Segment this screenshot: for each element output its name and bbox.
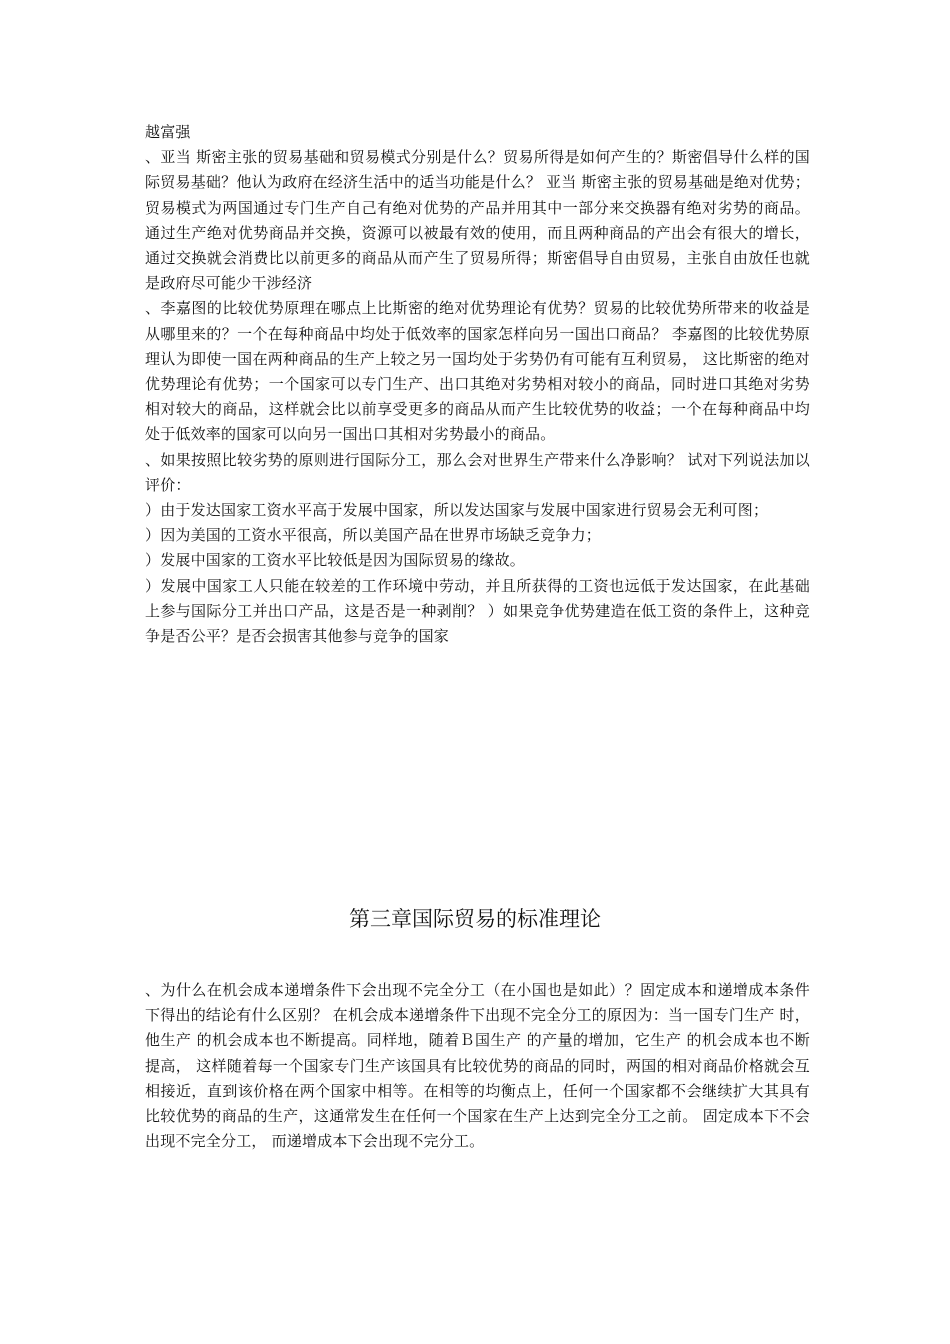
chapter-title: 第三章国际贸易的标准理论	[349, 907, 601, 931]
question-3-paragraph: 、如果按照比较劣势的原则进行国际分工，那么会对世界生产带来什么净影响？ 试对下列说法加以评价：	[145, 450, 810, 494]
top-section	[145, 120, 810, 649]
question-2-paragraph: 、李嘉图的比较优势原理在哪点上比斯密的绝对优势理论有优势？贸易的比较优势所带来的收益是从哪里来的？一个在每种商品中均处于低效率的国家怎样向另一国出口商品？ 李嘉图的比较优势原理认为即使一国在两种商品的生产上较之另一国均处于劣势仍有可能有互利贸易， 这比斯密的绝对优势理论有优势；一个国家可以专门生产、出口其绝对劣势相对较小的商品，同时进口其绝对劣势相对较大的商品，这样就会比以前享受更多的商品从而产生比较优势的收益；一个在每种商品中均处于低效率的国家可以向另一国出口其相对劣势最小的商品。	[145, 299, 810, 444]
question-3-item-2: ）因为美国的工资水平很高，所以美国产品在世界市场缺乏竞争力；	[145, 526, 602, 545]
chapter-section	[145, 978, 810, 1154]
question-3-item-1: ）由于发达国家工资水平高于发展中国家，所以发达国家与发展中国家进行贸易会无利可图；	[145, 501, 769, 520]
author-name: 越富强	[145, 123, 191, 141]
question-3-item-3: ）发展中国家的工资水平比较低是因为国际贸易的缘故。	[145, 551, 526, 570]
question-1-paragraph: 、亚当 斯密主张的贸易基础和贸易模式分别是什么？贸易所得是如何产生的？斯密倡导什么样的国际贸易基础？他认为政府在经济生活中的适当功能是什么？ 亚当 斯密主张的贸易基础是绝对优势；贸易模式为两国通过专门生产自己有绝对优势的产品并用其中一部分来交换器有绝对劣势的商品。通过生产绝对优势商品并交换，资源可以被最有效的使用，而且两种商品的产出会有很大的增长，通过交换就会消费比以前更多的商品从而产生了贸易所得；斯密倡导自由贸易，主张自由放任也就是政府尽可能少干涉经济	[145, 148, 810, 293]
chapter-question-1-paragraph: 、为什么在机会成本递增条件下会出现不完全分工（在小国也是如此）？固定成本和递增成本条件下得出的结论有什么区别？ 在机会成本递增条件下出现不完全分工的原因为：当一国专门生产 时，他生产 的机会成本也不断提高。同样地，随着Ｂ国生产 的产量的增加，它生产 的机会成本也不断提高， 这样随着每一个国家专门生产该国具有比较优势的商品的同时，两国的相对商品价格就会互相接近，直到该价格在两个国家中相等。在相等的均衡点上，任何一个国家都不会继续扩大其具有比较优势的商品的生产，这通常发生在任何一个国家在生产上达到完全分工之前。 固定成本下不会出现不完全分工， 而递增成本下会出现不完分工。	[145, 981, 810, 1151]
question-3-item-4: ）发展中国家工人只能在较差的工作环境中劳动，并且所获得的工资也远低于发达国家，在此基础上参与国际分工并出口产品，这是否是一种剥削？ ）如果竞争优势建造在低工资的条件上，这种竞争是否公平？是否会损害其他参与竞争的国家	[145, 576, 810, 646]
